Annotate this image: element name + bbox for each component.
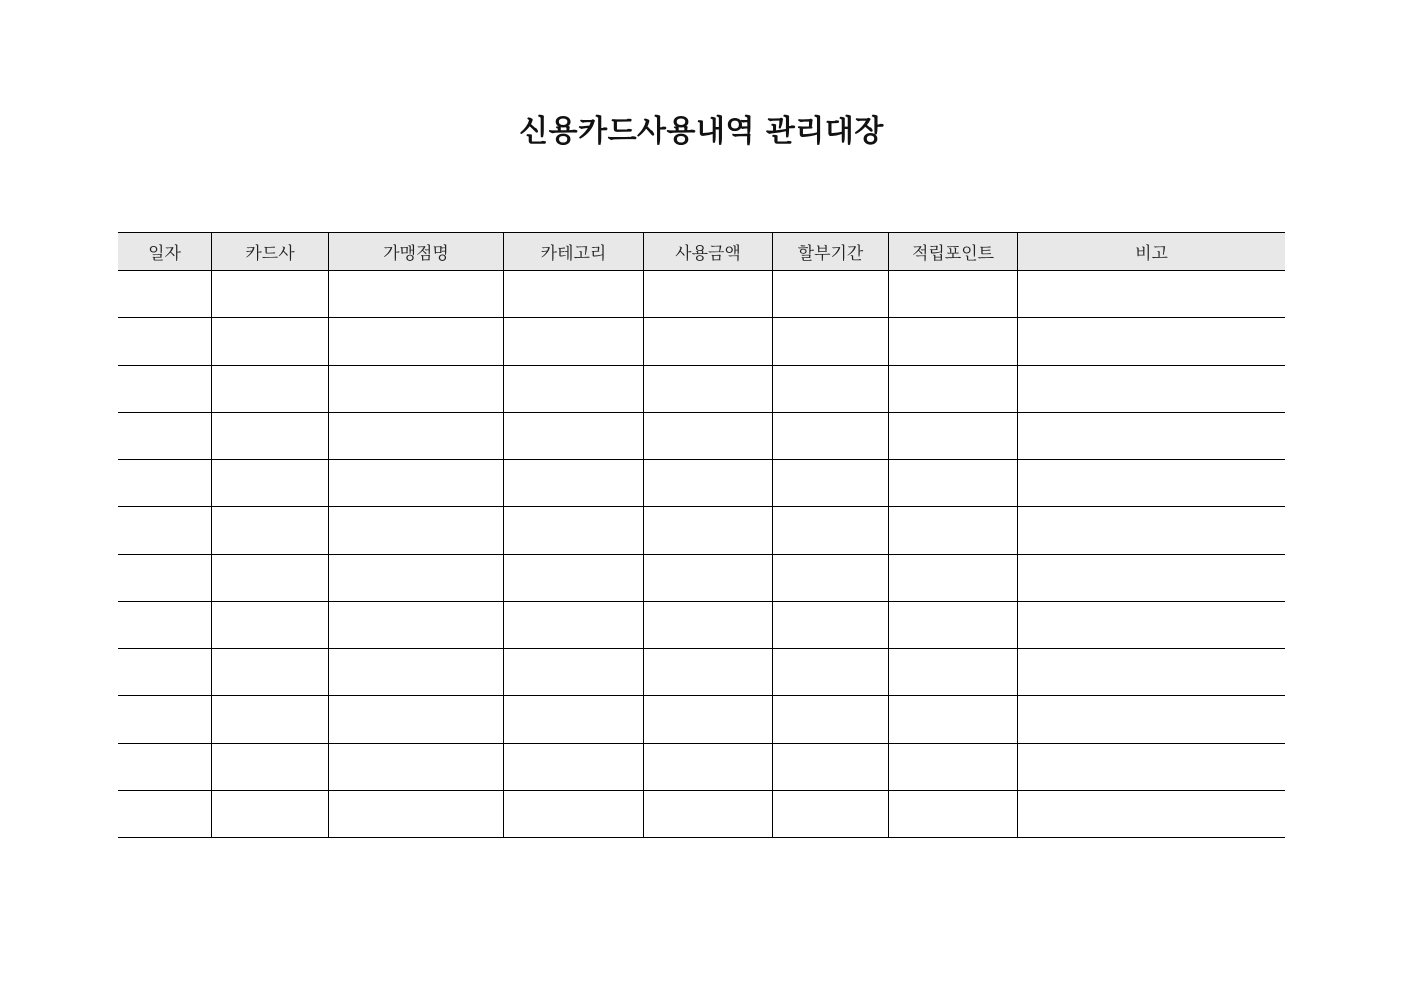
table-cell-remarks [1018, 649, 1285, 695]
column-header-points: 적립포인트 [889, 233, 1018, 270]
table-row [118, 555, 1285, 602]
table-cell-installment [773, 602, 889, 648]
table-cell-card-company [212, 555, 329, 601]
table-cell-date [118, 602, 212, 648]
table-cell-date [118, 318, 212, 364]
table-cell-category [504, 555, 644, 601]
table-cell-merchant [329, 791, 504, 837]
table-cell-date [118, 271, 212, 317]
table-cell-merchant [329, 413, 504, 459]
table-cell-points [889, 507, 1018, 553]
table-header [118, 232, 1285, 271]
table-cell-remarks [1018, 602, 1285, 648]
table-cell-points [889, 413, 1018, 459]
table-cell-card-company [212, 649, 329, 695]
table-cell-merchant [329, 555, 504, 601]
table-cell-date [118, 696, 212, 742]
table-row [118, 318, 1285, 365]
table-cell-date [118, 366, 212, 412]
table-cell-points [889, 602, 1018, 648]
table-cell-points [889, 271, 1018, 317]
table-cell-remarks [1018, 791, 1285, 837]
table-cell-points [889, 460, 1018, 506]
table-cell-points [889, 791, 1018, 837]
table-cell-card-company [212, 696, 329, 742]
table-cell-points [889, 744, 1018, 790]
table-cell-points [889, 366, 1018, 412]
table-cell-category [504, 744, 644, 790]
table-cell-amount [644, 271, 773, 317]
table-cell-points [889, 696, 1018, 742]
table-cell-category [504, 271, 644, 317]
table-cell-category [504, 507, 644, 553]
table-cell-installment [773, 696, 889, 742]
table-cell-amount [644, 460, 773, 506]
column-header-amount: 사용금액 [644, 233, 773, 270]
table-row [118, 413, 1285, 460]
table-cell-amount [644, 366, 773, 412]
table-cell-amount [644, 602, 773, 648]
table-cell-points [889, 649, 1018, 695]
table-cell-card-company [212, 413, 329, 459]
table-cell-card-company [212, 791, 329, 837]
table-cell-installment [773, 507, 889, 553]
table-cell-installment [773, 460, 889, 506]
table-cell-category [504, 791, 644, 837]
table-row [118, 271, 1285, 318]
table-cell-remarks [1018, 271, 1285, 317]
table-row [118, 602, 1285, 649]
table-cell-remarks [1018, 318, 1285, 364]
document-title: 신용카드사용내역 관리대장 [519, 114, 884, 149]
table-cell-card-company [212, 602, 329, 648]
column-header-card-company: 카드사 [212, 233, 329, 270]
table-cell-merchant [329, 318, 504, 364]
table-cell-merchant [329, 744, 504, 790]
table-row [118, 366, 1285, 413]
table-cell-category [504, 413, 644, 459]
usage-ledger-table [118, 232, 1285, 838]
table-cell-merchant [329, 507, 504, 553]
table-cell-remarks [1018, 460, 1285, 506]
table-cell-merchant [329, 649, 504, 695]
table-body [118, 271, 1285, 838]
table-cell-merchant [329, 696, 504, 742]
table-cell-installment [773, 555, 889, 601]
table-cell-merchant [329, 460, 504, 506]
table-cell-remarks [1018, 413, 1285, 459]
table-cell-installment [773, 413, 889, 459]
table-cell-card-company [212, 271, 329, 317]
table-cell-remarks [1018, 507, 1285, 553]
table-cell-date [118, 413, 212, 459]
table-cell-category [504, 649, 644, 695]
table-cell-merchant [329, 271, 504, 317]
table-cell-merchant [329, 366, 504, 412]
table-cell-category [504, 460, 644, 506]
table-cell-installment [773, 744, 889, 790]
table-cell-merchant [329, 602, 504, 648]
table-cell-amount [644, 413, 773, 459]
table-cell-amount [644, 555, 773, 601]
table-cell-card-company [212, 366, 329, 412]
table-cell-amount [644, 507, 773, 553]
table-cell-date [118, 460, 212, 506]
table-cell-card-company [212, 507, 329, 553]
table-cell-amount [644, 318, 773, 364]
table-cell-amount [644, 696, 773, 742]
table-row [118, 649, 1285, 696]
column-header-installment: 할부기간 [773, 233, 889, 270]
table-cell-category [504, 318, 644, 364]
table-cell-card-company [212, 460, 329, 506]
table-cell-amount [644, 649, 773, 695]
table-cell-installment [773, 791, 889, 837]
table-cell-category [504, 696, 644, 742]
table-cell-date [118, 507, 212, 553]
column-header-merchant: 가맹점명 [329, 233, 504, 270]
table-cell-date [118, 791, 212, 837]
table-cell-remarks [1018, 696, 1285, 742]
table-row [118, 791, 1285, 838]
column-header-remarks: 비고 [1135, 244, 1168, 264]
table-cell-installment [773, 318, 889, 364]
table-cell-date [118, 649, 212, 695]
table-cell-remarks [1018, 366, 1285, 412]
table-cell-remarks [1018, 555, 1285, 601]
table-cell-date [118, 744, 212, 790]
table-cell-amount [644, 744, 773, 790]
table-cell-installment [773, 649, 889, 695]
table-cell-category [504, 602, 644, 648]
column-header-category: 카테고리 [504, 233, 644, 270]
column-header-date: 일자 [118, 233, 212, 270]
table-row [118, 460, 1285, 507]
table-row [118, 507, 1285, 554]
table-row [118, 744, 1285, 791]
table-cell-date [118, 555, 212, 601]
table-cell-amount [644, 791, 773, 837]
table-cell-installment [773, 271, 889, 317]
table-cell-card-company [212, 318, 329, 364]
table-cell-points [889, 318, 1018, 364]
table-cell-installment [773, 366, 889, 412]
table-row [118, 696, 1285, 743]
table-cell-remarks [1018, 744, 1285, 790]
table-cell-points [889, 555, 1018, 601]
table-cell-category [504, 366, 644, 412]
table-cell-card-company [212, 744, 329, 790]
